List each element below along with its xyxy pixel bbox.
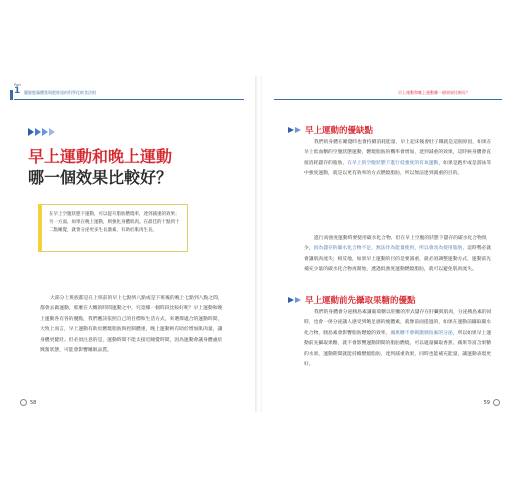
section-2-paragraph: 我們的身體會分泌胰島素讓葡萄糖以肝醣的形式儲存在肝臟與肌肉，分泌胰島素的同時，也會一併分泌讓人感受到飽足感的瘦體素，就像前面提過的，如果在運動前攝取碳水化合物，胰島素會影響脂肪燃燒的效率，而果糖不會刺激胰島素的分泌，所以如果早上運動前先攝取果糖，就不會影響運動期間的脂肪燃燒，可以適量攝取香蕉、蘋果等富含果糖的水果，運動期間就能持續燃燒脂肪，達到減重效果，同時也能補充能量，讓運動表現更好。	[304, 310, 492, 368]
section-1-paragraph-2: 進行高強度運動時要使用碳水化合物，但在早上空腹的狀態下儲存的碳水化合物很少，因為儲存的碳水化合物不足，無法作為能量使用，所以會改為使用脂肪，這時勢必就會讓肌肉流失；相反地，如果早上運動的目的是要減重，就必須調整運動方式，運動前先補充少量的碳水化合物再開始，透過低強度運動燃燒脂肪，就可以避免肌肉流失。	[304, 236, 492, 273]
page-number-left	[20, 399, 36, 406]
page-title	[28, 146, 172, 188]
part-tab	[10, 90, 13, 100]
section-heading-1	[288, 124, 373, 136]
callout-accent-bar	[38, 204, 42, 252]
highlight-text: 因為儲存的碳水化合物不足，無法作為能量使用，所以會改為使用脂肪	[313, 246, 463, 252]
crosshair-icon	[493, 399, 500, 406]
section-title-2: 早上運動前先攝取果糖的優點	[305, 296, 416, 306]
part-number: 1	[14, 86, 21, 96]
part-label: Part	[14, 83, 21, 87]
book-spread	[0, 76, 520, 412]
header-rule	[14, 99, 244, 100]
left-page	[10, 76, 257, 412]
header-rule	[274, 99, 502, 100]
body-text-left: 大部分上班族都是在上班前的早上七點到八點或是下班後的晚上七點到八點之間，都會去做運動，那麼在大概的時間運動之中，究竟哪一個時段比較好呢？早上運動和晚上運動各有各的優點，我們應該依照自己的目標和生活方式，來選擇適合的運動時間，大致上而言，早上運動有助於燃燒脂肪與控制體重，晚上運動則有助於增加肌肉量，讓身體更健壯。但必須注意的是，運動時間不能太接近睡覺時間，因為運動會讓身體處於興奮狀態，可能會影響睡眠品質。	[40, 296, 223, 354]
highlight-text: 在早上的空腹狀態下進行低強度的有氧運動	[347, 160, 439, 166]
crosshair-icon	[20, 399, 27, 406]
double-arrow-icon	[288, 127, 294, 133]
section-heading-2	[288, 294, 416, 306]
page-number-right	[484, 399, 500, 406]
page-number-text: 59	[483, 400, 490, 406]
page-number-text: 58	[30, 400, 37, 406]
running-header-right: 早上運動和晚上運動哪一個效果比較好？	[398, 90, 470, 95]
right-page	[262, 76, 510, 412]
title-line-1: 早上運動和晚上運動	[28, 147, 173, 166]
running-header-left: 擺脫肥滿體質與肥胖遠的科學化飲食法則	[24, 90, 96, 95]
highlight-text: 果糖不會刺激胰島素的分泌	[395, 330, 453, 336]
callout-text: 在早上空腹狀態下運動，可以提升脂肪燃燒率，達到減重的效果；另一方面，如果在晚上運動，則強化身體肌肉。在最佳的十點到十二點睡覺，就會分泌更多生長激素，有助於肌肉生長。	[49, 212, 180, 233]
summary-callout	[40, 204, 188, 252]
chevron-arrows-icon	[28, 128, 55, 136]
double-arrow-icon	[288, 297, 294, 303]
section-title-1: 早上運動的優缺點	[305, 126, 374, 136]
title-line-2: 哪一個效果比較好？	[28, 168, 173, 187]
section-1-paragraph-1: 我們的身體在睡覺時也會持續消耗能量，早上起床後會肚子餓就是這個原因，如果在早上低血糖的空腹狀態運動，燃燒脂肪的機率會增加，達到減重的效果，這時候身體會直接消耗儲存的脂肪，在早上的空腹狀態下進行低強度的有氧運動，如果是跑步或是游泳等中強度運動，就是以更有效率的方式燃燒脂肪，所以無法達到減重的目的。	[304, 140, 492, 177]
